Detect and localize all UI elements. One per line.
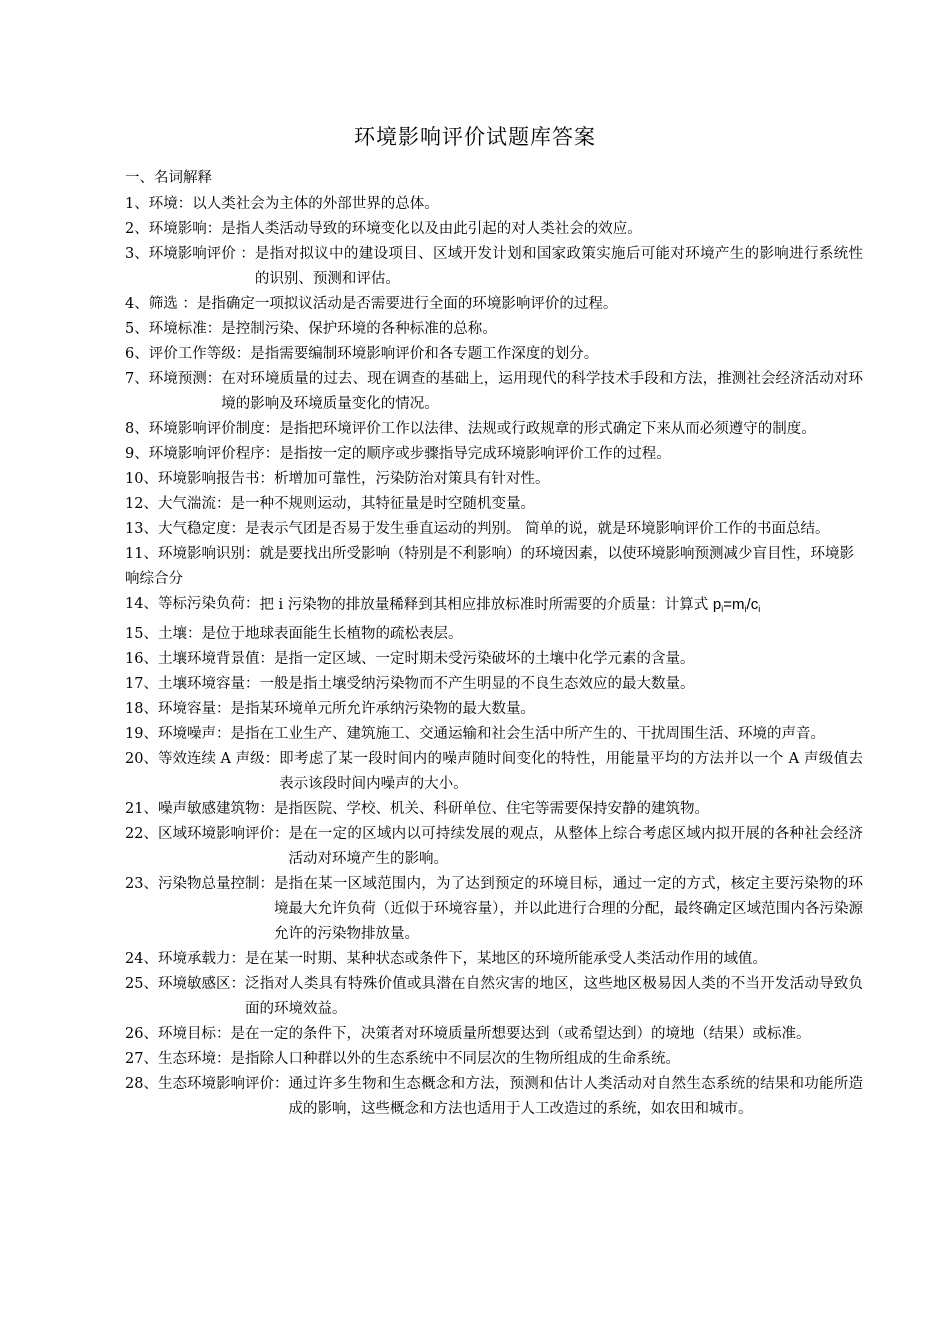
definition-text: 是指需要编制环境影响评价和各专题工作深度的划分。 [250, 346, 599, 362]
definition-entry [125, 972, 863, 1022]
definition-entry [125, 217, 863, 242]
definition-text: 是指某环境单元所允许承纳污染物的最大数量。 [230, 701, 535, 717]
definition-entry [125, 592, 863, 622]
definition-text: 以人类社会为主体的外部世界的总体。 [192, 196, 439, 212]
definition-entry [125, 947, 863, 972]
definition-term: 13、大气稳定度： [125, 521, 245, 537]
definition-text: 析增加可靠性，污染防治对策具有针对性。 [273, 471, 550, 487]
definition-list [125, 192, 863, 1122]
definition-entry [125, 822, 863, 872]
formula-symbol: =m [723, 596, 745, 613]
definition-text: 是指医院、学校、机关、科研单位、住宅等需要保持安静的建筑物。 [273, 801, 709, 817]
definition-text: 是指人类活动导致的环境变化以及由此引起的对人类社会的效应。 [221, 221, 642, 237]
definition-text: 是指把环境评价工作以法律、法规或行政规章的形式确定下来从而必须遵守的制度。 [279, 421, 816, 437]
definition-entry [125, 442, 863, 467]
definition-term: 12、大气湍流： [125, 496, 231, 512]
formula [713, 596, 760, 613]
definition-term: 1、环境： [125, 196, 193, 212]
definition-text: 是一种不规则运动，其特征量是时空随机变量。 [230, 496, 535, 512]
definition-term: 3、环境影响评价 ： [125, 246, 255, 262]
definition-term: 17、土壤环境容量： [125, 676, 260, 692]
formula-subscript: i [744, 604, 747, 614]
definition-term: 15、土壤： [125, 626, 202, 642]
definition-entry [125, 367, 863, 417]
definition-text: 是表示气团是否易于发生垂直运动的判别。 简单的说，就是环境影响评价工作的书面总结。 [244, 521, 830, 537]
definition-term: 2、环境影响： [125, 221, 222, 237]
definition-text: 是在一定的区域内以可持续发展的观点，从整体上综合考虑区域内拟开展的各种社会经济活动对环境产生的影响。 [288, 826, 863, 867]
definition-entry [125, 517, 863, 542]
definition-term: 23、污染物总量控制： [125, 876, 274, 892]
definition-term: 24、环境承载力： [125, 951, 245, 967]
definition-entry [125, 1047, 863, 1072]
definition-entry [125, 242, 863, 292]
definition-entry [125, 342, 863, 367]
definition-entry [125, 542, 863, 592]
definition-entry [125, 872, 863, 947]
definition-text: 是指确定一项拟议活动是否需要进行全面的环境影响评价的过程。 [196, 296, 618, 312]
definition-text: 是指按一定的顺序或步骤指导完成环境影响评价工作的过程。 [279, 446, 671, 462]
definition-text: 是指在某一区域范围内，为了达到预定的环境目标，通过一定的方式，核定主要污染物的环境最大允许负荷（近似于环境容量），并以此进行合理的分配，最终确定区域范围内各污染源允许的污染物排放量。 [273, 876, 863, 942]
definition-entry [125, 722, 863, 747]
definition-term: 22、区域环境影响评价： [125, 826, 289, 842]
definition-term: 16、土壤环境背景值： [125, 651, 274, 667]
definition-entry [125, 492, 863, 517]
definition-text: 在对环境质量的过去、现在调查的基础上，运用现代的科学技术手段和方法，推测社会经济活动对环境的影响及环境质量变化的情况。 [221, 371, 863, 412]
definition-text: 一般是指土壤受纳污染物而不产生明显的不良生态效应的最大数量。 [259, 676, 695, 692]
definition-text: 是指在工业生产、建筑施工、交通运输和社会生活中所产生的、干扰周围生活、环境的声音。 [230, 726, 825, 742]
definition-term: 14、等标污染负荷： [125, 596, 260, 612]
definition-term: 8、环境影响评价制度： [125, 421, 280, 437]
definition-entry [125, 647, 863, 672]
definition-term: 28、生态环境影响评价： [125, 1076, 289, 1092]
definition-term: 27、生态环境： [125, 1051, 231, 1067]
definition-text: 是控制污染、保护环境的各种标准的总称。 [221, 321, 497, 337]
definition-term: 18、环境容量： [125, 701, 231, 717]
definition-text: 即考虑了某一段时间内的噪声随时间变化的特性，用能量平均的方法并以一个 A 声级值去表示该段时间内噪声的大小。 [279, 751, 863, 792]
definition-term: 5、环境标准： [125, 321, 222, 337]
definition-term: 25、环境敏感区： [125, 976, 245, 992]
definition-text: 通过许多生物和生态概念和方法，预测和估计人类活动对自然生态系统的结果和功能所造成的影响，这些概念和方法也适用于人工改造过的系统，如农田和城市。 [288, 1076, 863, 1117]
definition-entry [125, 797, 863, 822]
definition-text: 是在一定的条件下，决策者对环境质量所想要达到（或希望达到）的境地（结果）或标准。 [230, 1026, 811, 1042]
definition-term: 6、评价工作等级： [125, 346, 251, 362]
definition-entry [125, 622, 863, 647]
definition-entry [125, 292, 863, 317]
formula-subscript: i [758, 604, 761, 614]
definition-text: 是指对拟议中的建设项目、区域开发计划和国家政策实施后可能对环境产生的影响进行系统性的识别、预测和评估。 [254, 246, 863, 287]
definition-entry [125, 417, 863, 442]
document-title: 环境影响评价试题库答案 [354, 125, 596, 149]
definition-text: 是在某一时期、某种状态或条件下，某地区的环境所能承受人类活动作用的域值。 [244, 951, 767, 967]
definition-term: 19、环境噪声： [125, 726, 231, 742]
definition-text: 就是要找出所受影响（特别是不利影响）的环境因素，以使环境影响预测减少盲目性，环境影响综合分 [125, 546, 854, 587]
definition-term: 20、等效连续 A 声级： [125, 751, 280, 767]
definition-entry [125, 697, 863, 722]
definition-term: 21、噪声敏感建筑物： [125, 801, 274, 817]
definition-text: 是位于地球表面能生长植物的疏松表层。 [201, 626, 463, 642]
formula-symbol: p [712, 596, 722, 613]
definition-entry [125, 747, 863, 797]
definition-entry [125, 192, 863, 217]
definition-text: 泛指对人类具有特殊价值或具潜在自然灾害的地区，这些地区极易因人类的不当开发活动导致负面的环境效益。 [244, 976, 863, 1017]
definition-entry [125, 672, 863, 697]
formula-subscript: i [721, 604, 724, 614]
definition-entry [125, 317, 863, 342]
definition-term: 4、筛选 ： [125, 296, 197, 312]
section-heading: 一、名词解释 [125, 170, 212, 186]
definition-entry [125, 467, 863, 492]
definition-term: 11、环境影响识别： [125, 546, 260, 562]
formula-symbol: /c [746, 596, 759, 613]
definition-term: 26、环境目标： [125, 1026, 231, 1042]
definition-text: 是指除人口种群以外的生态系统中不同层次的生物所组成的生命系统。 [230, 1051, 680, 1067]
definition-term: 7、环境预测： [125, 371, 222, 387]
definition-entry [125, 1072, 863, 1122]
definition-term: 10、环境影响报告书： [125, 471, 274, 487]
definition-entry [125, 1022, 863, 1047]
definition-text: 是指一定区域、一定时期未受污染破坏的土壤中化学元素的含量。 [273, 651, 695, 667]
definition-term: 9、环境影响评价程序： [125, 446, 280, 462]
definition-text: 把 i 污染物的排放量稀释到其相应排放标准时所需要的介质量：计算式 $p_i=m_i/c_i$ [259, 596, 761, 614]
